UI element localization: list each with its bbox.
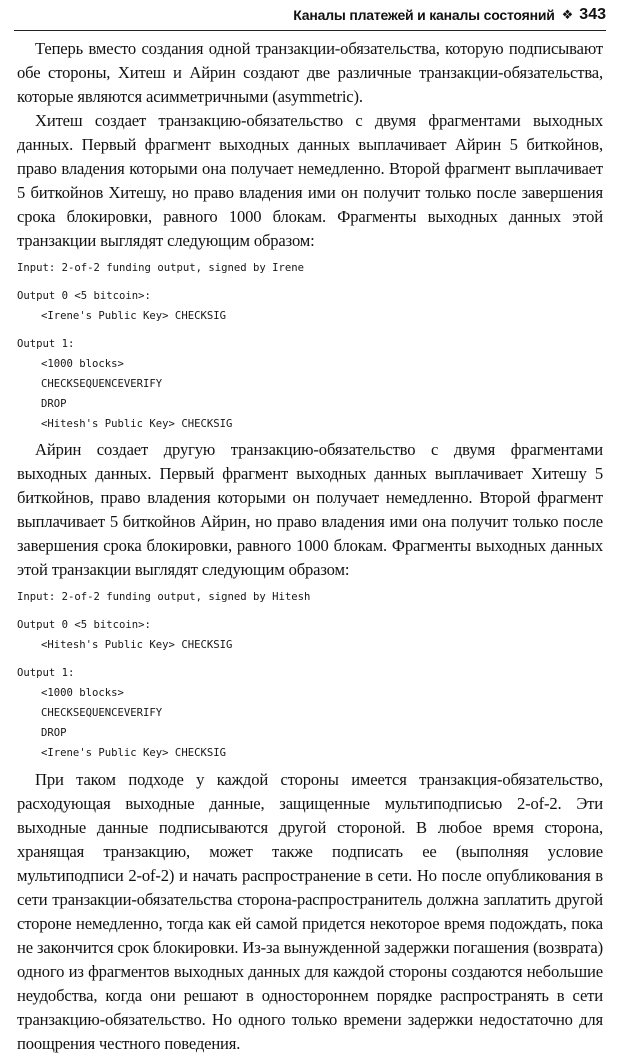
paragraph-delay-explanation: При таком подходе у каждой стороны имеется транзакция-обязательство, расходующая выходные данные, защищенные мультиподписью 2-of-2. Эти выходные данные подписываются другой стороной. В любое время сторона, хранящая транзакцию, может также подписать ее (выполняя условие мультиподписи 2-of-2) и начать распространение в сети. Но после опубликования в сети транзакции-обязательства сторона-распространитель должна заплатить другой стороне немедленно, тогда как ей самой придется некоторое время подождать, пока не закончится срок блокировки. Из-за вынужденной задержки погашения (возврата) одного из фрагментов выходных данных для каждой стороны создаются небольшие неудобства, когда они решают в одностороннем порядке распространять в сети транзакцию-обязательство. Но одного только времени задержки недостаточно для поощрения честного поведения.	[17, 770, 603, 1053]
paragraph-hitesh-commitment: Хитеш создает транзакцию-обязательство с двумя фрагментами выходных данных. Первый фрагмент выходных данных выплачивает Айрин 5 биткойнов, право владения которыми она получает немедленно. Второй фрагмент выплачивает 5 биткойнов Хитешу, но право владения ими он получит только после завершения срока блокировки, равного 1000 блокам. Фрагменты выходных данных этой транзакции выглядят следующим образом:	[17, 111, 603, 250]
page-body	[17, 37, 603, 1056]
paragraph-irene-commitment: Айрин создает другую транзакцию-обязательство с двумя фрагментами выходных данных. Первый фрагмент выходных данных выплачивает Хитешу 5 биткойнов, право владения которыми он получает немедленно. Второй фрагмент выплачивает 5 биткойнов Айрин, но право владения ими она получит только после завершения срока блокировки, равного 1000 блокам. Фрагменты выходных данных этой транзакции выглядят следующим образом:	[17, 440, 603, 579]
code-output0-script: <Irene's Public Key> CHECKSIG	[41, 310, 226, 322]
code-output1-line: <Hitesh's Public Key> CHECKSIG	[41, 418, 233, 430]
code-input-line: Input: 2-of-2 funding output, signed by Irene	[17, 262, 305, 274]
code-output0-script: <Hitesh's Public Key> CHECKSIG	[41, 639, 233, 651]
running-header	[14, 0, 606, 31]
code-output1-line: CHECKSEQUENCEVERIFY	[41, 378, 163, 390]
code-output1-line: <Irene's Public Key> CHECKSIG	[41, 747, 226, 759]
paragraph-asymmetric-intro: Теперь вместо создания одной транзакции-обязательства, которую подписывают обе стороны, Хитеш и Айрин создают две различные транзакции-обязательства, которые являются асимметричными (asymmetric).	[17, 39, 603, 106]
code-output1-line: DROP	[41, 398, 67, 410]
code-input-line: Input: 2-of-2 funding output, signed by Hitesh	[17, 591, 311, 603]
code-block-hitesh	[17, 258, 603, 434]
page-number: 343	[579, 6, 606, 23]
code-output1-line: <1000 blocks>	[41, 687, 124, 699]
code-output0-label: Output 0 <5 bitcoin>:	[17, 619, 151, 631]
code-block-irene	[17, 587, 603, 763]
code-output1-label: Output 1:	[17, 667, 75, 679]
code-output1-label: Output 1:	[17, 338, 75, 350]
code-output1-line: <1000 blocks>	[41, 358, 124, 370]
code-output1-line: CHECKSEQUENCEVERIFY	[41, 707, 163, 719]
section-title: Каналы платежей и каналы состояний	[293, 7, 555, 23]
diamond-separator-icon: ❖	[561, 7, 574, 22]
code-output0-label: Output 0 <5 bitcoin>:	[17, 290, 151, 302]
code-output1-line: DROP	[41, 727, 67, 739]
